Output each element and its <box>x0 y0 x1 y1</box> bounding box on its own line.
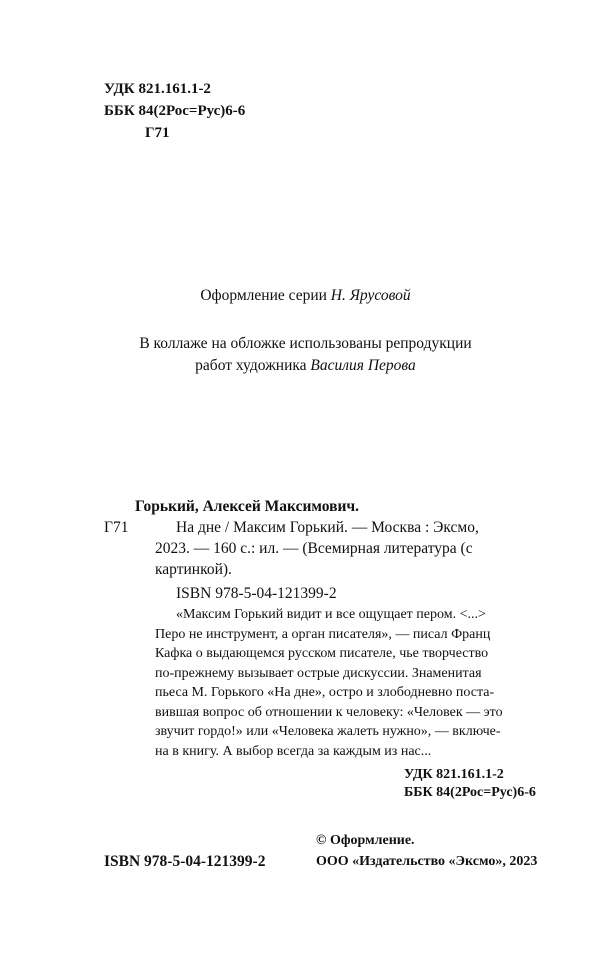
catalog-isbn: ISBN 978-5-04-121399-2 <box>176 585 337 602</box>
catalog-line: картинкой). <box>155 561 232 578</box>
annotation-line: вившая вопрос об отношении к человеку: «Человек — это <box>155 704 503 720</box>
annotation-line: Перо не инструмент, а орган писателя», — писал Франц <box>155 626 491 642</box>
series-designer-name: Н. Ярусовой <box>330 287 411 304</box>
catalog-line: 2023. — 160 с.: ил. — (Всемирная литература (с <box>155 540 473 557</box>
catalog-line: На дне / Максим Горький. — Москва : Эксмо, <box>176 519 479 536</box>
annotation-line: Кафка о выдающемся русском писателе, чье творчество <box>155 646 489 661</box>
series-design-credit <box>0 285 611 307</box>
collage-artist-name: Василия Перова <box>310 357 416 374</box>
udk-code: УДК 821.161.1-2 <box>104 81 211 97</box>
catalog-author-heading: Горький, Алексей Максимович. <box>135 498 360 515</box>
collage-credit-line-1: В коллаже на обложке использованы репродукции <box>139 335 472 352</box>
bbk-code: ББК 84(2Рос=Рус)6-6 <box>104 103 246 119</box>
author-mark: Г71 <box>145 125 170 141</box>
annotation-line: по-прежнему вызывает острые дискуссии. Знаменитая <box>155 665 482 681</box>
copyright-design: © Оформление. <box>316 833 415 848</box>
series-design-label: Оформление серии <box>200 287 327 304</box>
udk-code-bottom: УДК 821.161.1-2 <box>404 767 504 782</box>
footer-isbn: ISBN 978-5-04-121399-2 <box>104 853 266 870</box>
collage-credit-label: работ художника <box>195 357 307 374</box>
annotation-line: «Максим Горький видит и все ощущает пером. <...> <box>176 607 486 622</box>
bbk-code-bottom: ББК 84(2Рос=Рус)6-6 <box>404 785 536 800</box>
annotation-line: на в книгу. А выбор всегда за каждым из нас... <box>155 743 432 759</box>
catalog-author-mark: Г71 <box>104 519 129 536</box>
annotation-line: пьеса М. Горького «На дне», остро и злободневно поста- <box>155 685 495 700</box>
copyright-publisher: ООО «Издательство «Эксмо», 2023 <box>316 854 538 869</box>
collage-credit-line-2 <box>0 355 611 377</box>
annotation-line: звучит гордо!» или «Человека жалеть нужно», — включе- <box>155 724 501 739</box>
